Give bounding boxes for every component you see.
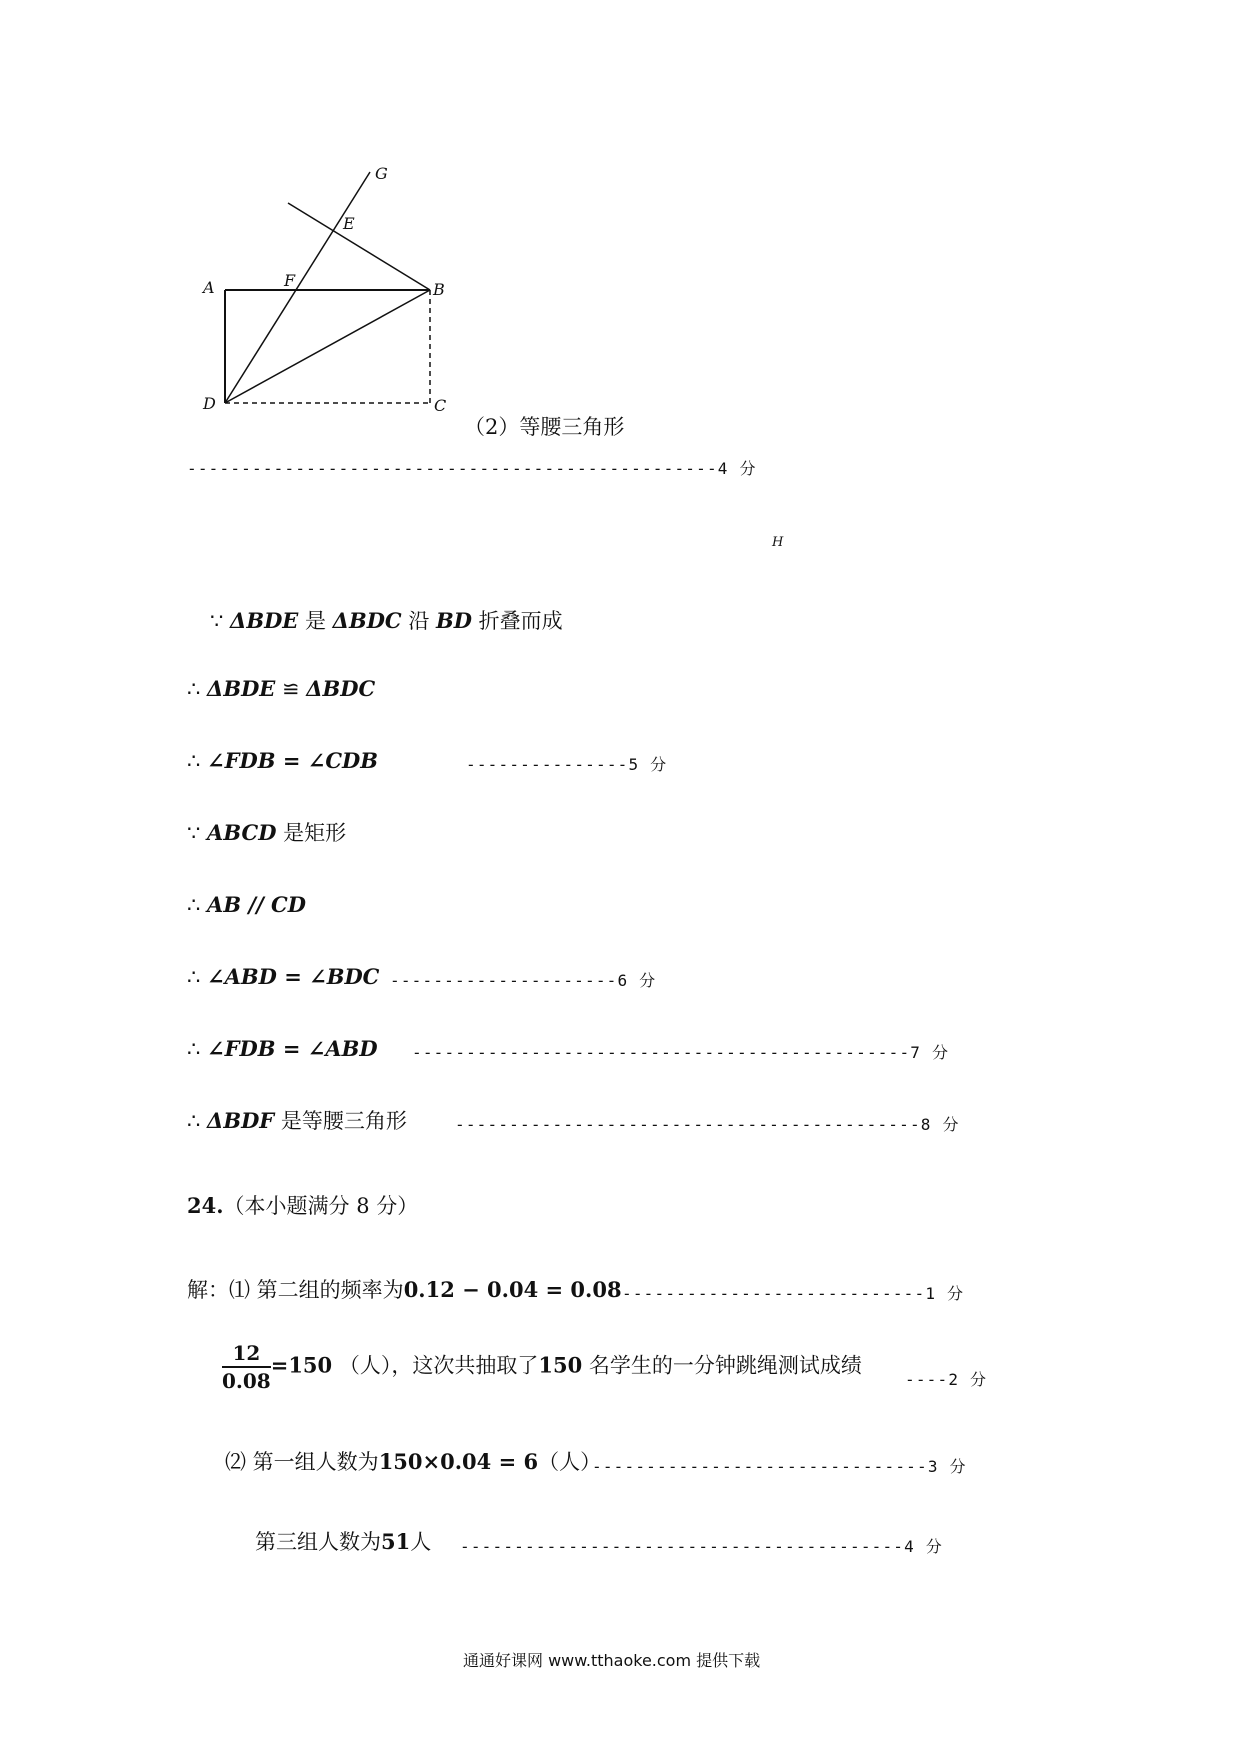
fraction: $\frac{12}{0.08}$	[222, 1341, 271, 1393]
proof-line-7-score: ----------------------------------------------7 分	[412, 1043, 950, 1062]
point-label-a: A	[203, 278, 215, 297]
proof-line-4: ∵ ABCD 是矩形	[187, 820, 347, 845]
part2-score-line: -------------------------------------------------4 分	[187, 459, 757, 478]
point-label-f: F	[284, 271, 296, 290]
q24-step-1: 解：⑴ 第二组的频率为0.12 − 0.04 = 0.08	[187, 1277, 622, 1302]
q24-step-2-score: ----2 分	[905, 1370, 988, 1389]
q24-step-4-score: -----------------------------------------4 分	[460, 1537, 944, 1556]
stray-label-h: H	[772, 535, 784, 550]
q24-heading: 24.（本小题满分 8 分）	[187, 1193, 419, 1218]
proof-line-8-score: -------------------------------------------8 分	[455, 1115, 960, 1134]
point-label-e: E	[343, 214, 355, 233]
proof-line-7: ∴ ∠FDB = ∠ABD	[187, 1036, 378, 1061]
proof-line-3: ∴ ∠FDB = ∠CDB	[187, 748, 378, 773]
q24-step-3: ⑵ 第一组人数为150×0.04 = 6（人）	[225, 1449, 602, 1474]
footer-text: 通通好课网 www.tthaoke.com 提供下载	[463, 1651, 761, 1670]
proof-line-6-score: ---------------------6 分	[390, 971, 657, 990]
q24-step-3-score: -------------------------------3 分	[592, 1457, 967, 1476]
figure-caption: （2）等腰三角形	[464, 415, 625, 439]
segment-DB	[225, 290, 430, 403]
segment-BE-extended	[288, 203, 430, 290]
point-label-d: D	[203, 394, 216, 413]
segment-DG	[225, 172, 370, 403]
point-label-g: G	[375, 164, 388, 183]
point-label-b: B	[433, 280, 445, 299]
proof-line-2: ∴ ΔBDE ≌ ΔBDC	[187, 676, 376, 701]
proof-line-3-score: ---------------5 分	[466, 755, 668, 774]
proof-line-5: ∴ AB // CD	[187, 892, 306, 917]
proof-line-1: ∵ ΔBDE 是 ΔBDC 沿 BD 折叠而成	[210, 608, 563, 633]
q24-step-1-score: ----------------------------1 分	[622, 1284, 965, 1303]
point-label-c: C	[434, 396, 447, 415]
proof-line-6: ∴ ∠ABD = ∠BDC	[187, 964, 380, 989]
q24-step-2: $\frac{12}{0.08}$ =150 （人），这次共抽取了150 名学生的一分钟跳绳测试成绩	[222, 1341, 862, 1393]
proof-line-8: ∴ ΔBDF 是等腰三角形	[187, 1108, 407, 1133]
q24-step-4: 第三组人数为51人	[255, 1529, 432, 1554]
